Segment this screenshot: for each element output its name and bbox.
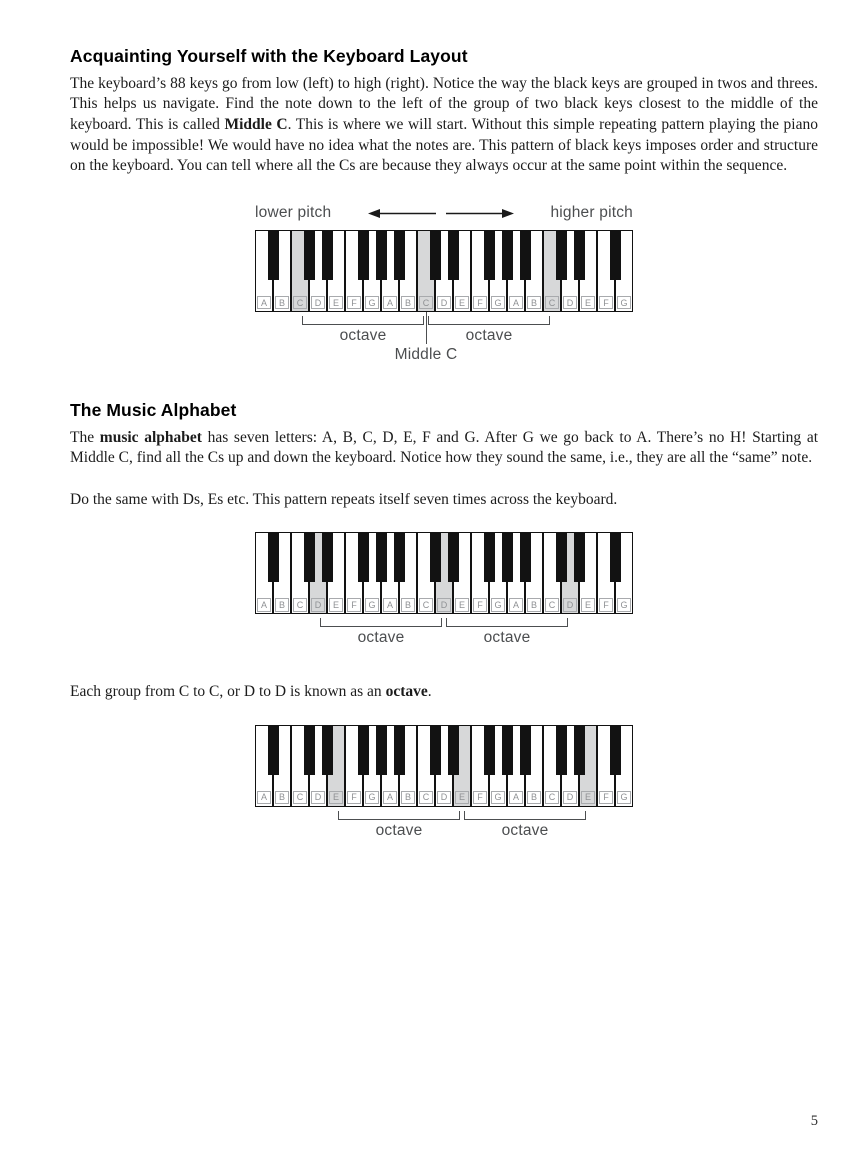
key-letter-label: A <box>383 296 397 310</box>
key-letter-label: F <box>599 791 613 805</box>
heading-music-alphabet: The Music Alphabet <box>70 399 237 420</box>
key-letter-label: F <box>347 598 361 612</box>
octave-label: octave <box>501 821 549 839</box>
key-letter-label: F <box>599 598 613 612</box>
octave-bracket <box>302 316 424 325</box>
black-key <box>484 532 495 582</box>
key-letter-label: G <box>617 598 631 612</box>
key-letter-label: B <box>527 791 541 805</box>
black-key <box>268 532 279 582</box>
key-letter-label: A <box>257 791 271 805</box>
keyboard-diagram-e-octaves <box>70 725 818 847</box>
black-key <box>304 725 315 775</box>
black-key <box>394 725 405 775</box>
black-key <box>610 532 621 582</box>
key-letter-label: B <box>401 598 415 612</box>
key-letter-label: E <box>455 296 469 310</box>
key-letter-label: D <box>563 791 577 805</box>
key-letter-label: E <box>329 598 343 612</box>
key-letter-label: G <box>491 598 505 612</box>
middle-c-keyboard <box>255 230 633 370</box>
key-letter-label: F <box>473 791 487 805</box>
e-octaves-keyboard <box>255 725 633 847</box>
key-letter-label: D <box>311 791 325 805</box>
key-letter-label: C <box>545 791 559 805</box>
key-letter-label: G <box>617 296 631 310</box>
key-letter-label: G <box>365 598 379 612</box>
black-key <box>520 230 531 280</box>
key-letter-label: D <box>437 598 451 612</box>
key-letter-label: C <box>545 296 559 310</box>
black-key <box>430 532 441 582</box>
black-key <box>358 725 369 775</box>
pitch-direction-row <box>255 204 633 223</box>
key-letter-label: B <box>275 598 289 612</box>
black-key <box>268 725 279 775</box>
key-letter-label: C <box>293 791 307 805</box>
octave-bracket <box>446 618 568 627</box>
d-octaves-keyboard <box>255 532 633 654</box>
black-key <box>358 230 369 280</box>
black-key <box>520 532 531 582</box>
black-key <box>448 532 459 582</box>
text-run: Do the same with Ds, Es etc. This pattern repeats itself seven times across the keyboard. <box>70 490 618 508</box>
octave-bracket <box>464 811 586 820</box>
black-key <box>574 532 585 582</box>
black-key <box>358 532 369 582</box>
black-key <box>502 230 513 280</box>
key-letter-label: A <box>509 598 523 612</box>
key-letter-label: A <box>509 791 523 805</box>
octave-label: octave <box>375 821 423 839</box>
black-key <box>268 230 279 280</box>
key-letter-label: D <box>563 598 577 612</box>
middle-c-label: Middle C <box>394 345 458 363</box>
key-letter-label: G <box>365 791 379 805</box>
text-run: . This is where we will start. Without this simple repeating pattern playing the piano would be impossible! We would have no idea what the notes are. This pattern of black keys imposes order and structure on the keyboard. You can tell where all the Cs are because they always occur at the same point within the sequence. <box>70 116 818 175</box>
key-letter-label: G <box>491 791 505 805</box>
black-key <box>322 230 333 280</box>
key-letter-label: E <box>581 296 595 310</box>
black-key <box>448 725 459 775</box>
key-letter-label: F <box>347 791 361 805</box>
key-letter-label: C <box>419 791 433 805</box>
text-run: The <box>70 428 100 446</box>
key-letter-label: E <box>455 791 469 805</box>
key-letter-label: E <box>581 791 595 805</box>
black-key <box>376 532 387 582</box>
key-letter-label: C <box>419 598 433 612</box>
bold-term: octave <box>385 683 428 701</box>
paragraph-octave-definition <box>70 682 818 703</box>
heading-keyboard-layout: Acquainting Yourself with the Keyboard Layout <box>70 46 468 66</box>
key-letter-label: C <box>293 598 307 612</box>
key-letter-label: D <box>311 296 325 310</box>
keyboard-diagram-middle-c <box>70 204 818 370</box>
paragraph-keyboard-layout <box>70 74 818 177</box>
key-letter-label: G <box>617 791 631 805</box>
octave-label: octave <box>357 629 405 647</box>
black-key <box>430 230 441 280</box>
black-key <box>322 725 333 775</box>
black-key <box>574 230 585 280</box>
key-letter-label: C <box>419 296 433 310</box>
black-key <box>376 230 387 280</box>
key-letter-label: F <box>347 296 361 310</box>
left-right-arrows-icon <box>366 207 516 220</box>
text-run: Each group from C to C, or D to D is known as an <box>70 683 386 701</box>
black-key <box>484 725 495 775</box>
key-letter-label: E <box>329 296 343 310</box>
black-key <box>430 725 441 775</box>
octave-bracket <box>428 316 550 325</box>
key-letter-label: E <box>455 598 469 612</box>
black-key <box>394 532 405 582</box>
key-letter-label: A <box>509 296 523 310</box>
key-letter-label: E <box>581 598 595 612</box>
higher-pitch-label: higher pitch <box>550 204 633 222</box>
key-letter-label: F <box>473 296 487 310</box>
page-number: 5 <box>810 1113 818 1129</box>
lower-pitch-label: lower pitch <box>255 204 332 222</box>
middle-c-pointer-line <box>426 312 427 344</box>
black-key <box>610 725 621 775</box>
black-key <box>574 725 585 775</box>
key-letter-label: D <box>437 296 451 310</box>
key-letter-label: D <box>563 296 577 310</box>
octave-label: octave <box>483 629 531 647</box>
black-key <box>556 230 567 280</box>
black-key <box>448 230 459 280</box>
key-letter-label: B <box>527 296 541 310</box>
paragraph-music-alphabet <box>70 428 818 469</box>
pitch-direction-arrows <box>366 207 516 220</box>
keyboard-diagram-d-octaves <box>70 532 818 654</box>
key-letter-label: C <box>293 296 307 310</box>
black-key <box>520 725 531 775</box>
key-letter-label: B <box>527 598 541 612</box>
key-letter-label: D <box>437 791 451 805</box>
key-letter-label: D <box>311 598 325 612</box>
key-letter-label: G <box>491 296 505 310</box>
black-key <box>502 532 513 582</box>
black-key <box>304 532 315 582</box>
key-letter-label: G <box>365 296 379 310</box>
paragraph-repeat-pattern <box>70 490 818 511</box>
black-key <box>556 532 567 582</box>
key-letter-label: A <box>257 296 271 310</box>
text-run: . <box>427 683 432 701</box>
bold-term: music alphabet <box>99 428 202 446</box>
key-letter-label: A <box>383 598 397 612</box>
black-key <box>556 725 567 775</box>
key-letter-label: B <box>401 791 415 805</box>
black-key <box>304 230 315 280</box>
black-key <box>322 532 333 582</box>
key-letter-label: A <box>383 791 397 805</box>
key-letter-label: E <box>329 791 343 805</box>
key-letter-label: F <box>473 598 487 612</box>
key-letter-label: A <box>257 598 271 612</box>
text-run: The keyboard’s 88 keys go from low (left) to high (right). Notice the way the black keys are grouped in twos and threes. This helps us navigate. Find the note down to the left of the group of two black keys closest to the middle of the keyboard. This is called <box>70 74 818 134</box>
key-letter-label: F <box>599 296 613 310</box>
octave-bracket <box>320 618 442 627</box>
black-key <box>610 230 621 280</box>
key-letter-label: B <box>275 296 289 310</box>
octave-bracket <box>338 811 460 820</box>
black-key <box>394 230 405 280</box>
key-letter-label: C <box>545 598 559 612</box>
black-key <box>502 725 513 775</box>
key-letter-label: B <box>401 296 415 310</box>
bold-term: Middle C <box>224 116 288 134</box>
black-key <box>484 230 495 280</box>
octave-label: octave <box>465 326 513 344</box>
key-letter-label: B <box>275 791 289 805</box>
text-run: has seven letters: A, B, C, D, E, F and G. After G we go back to A. There’s no H! Starting at Middle C, find all the Cs up and down the keyboard. Notice how they sound the same, i.e., they are all the “same” note. <box>70 428 819 467</box>
black-key <box>376 725 387 775</box>
octave-label: octave <box>339 326 387 344</box>
